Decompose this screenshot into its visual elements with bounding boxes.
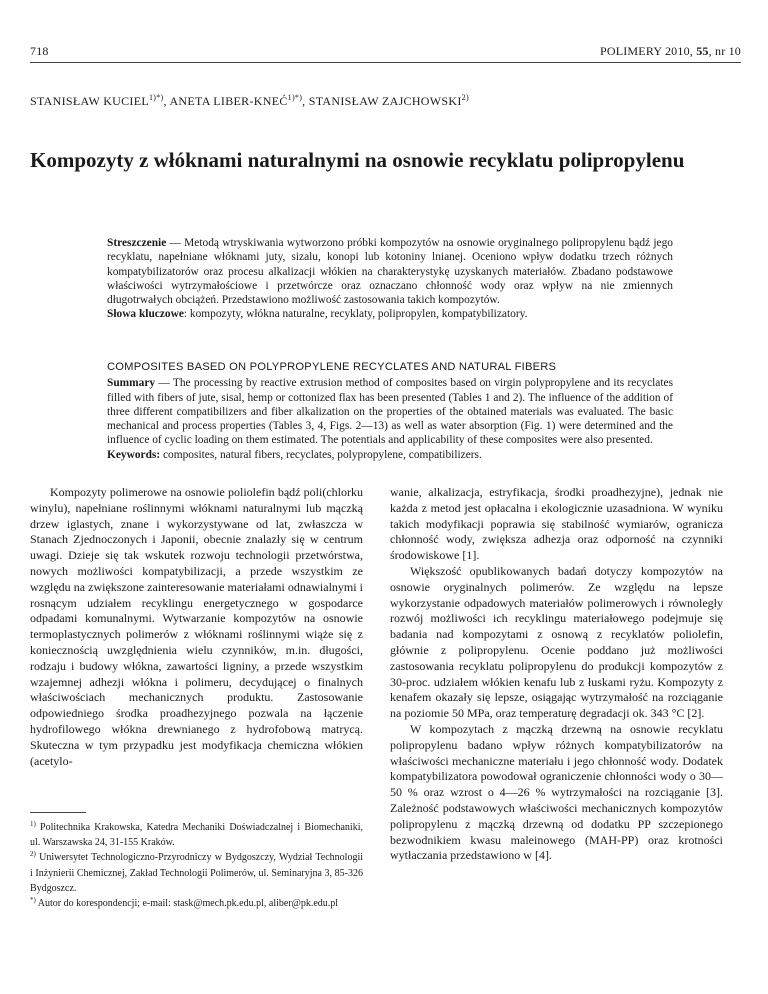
keywords-pl	[107, 307, 673, 321]
footnote-text: Autor do korespondencji; e-mail: stask@mech.pk.edu.pl, aliber@pk.edu.pl	[35, 898, 339, 910]
keywords-en	[107, 448, 673, 462]
abstract-pl-label: Streszczenie	[107, 237, 167, 249]
body-paragraph: W kompozytach z mączką drzewną na osnowie recyklatu polipropylenu badano wpływ różnych kompatybilizatorów na właściwości mechaniczne materiału i jego chłonność wody. Dodatek kompatybilizatora powodował ograniczenie chłonności wody o 30—50 % oraz wzrost o 4—26 % wytrzymałości na rozciąganie [3]. Zależność podstawowych właściwości mechanicznych kompozytów polipropylenu z mączką drzewną od dodatku PP szczepionego bezwodnikiem kwasu maleinowego (MAH-PP) oraz krotności wytłaczania przedstawiono w [4].	[390, 721, 723, 863]
footnote-mark: 2)	[30, 850, 36, 859]
body-column-right	[390, 485, 723, 864]
author-name: ANETA LIBER-KNEĆ	[169, 94, 288, 108]
keywords-en-text: composites, natural fibers, recyclates, polypropylene, compatibilizers.	[160, 448, 482, 461]
footnote-divider	[30, 812, 86, 813]
abstract-en-text: — The processing by reactive extrusion method of composites based on virgin polypropylene and its recyclates filled with fibers of jute, sisal, hemp or cottonized flax has been presented (Tables 1 and 2). The influence of the addition of three different compatibilizers and fiber alkalization on the properties of the obtained materials was evaluated. The basic mechanical and process properties (Tables 3, 4, Figs. 2—13) as well as water absorption (Fig. 1) were determined and the influence of cyclic loading on them estimated. The potentials and applicability of these composites were also presented.	[107, 377, 673, 447]
body-column-left	[30, 485, 363, 769]
journal-reference	[600, 44, 741, 59]
abstract-polish	[107, 236, 673, 322]
journal-name: POLIMERY 2010,	[599, 44, 697, 58]
author-name: STANISŁAW ZAJCHOWSKI	[308, 94, 462, 108]
footnote-affiliation-2	[30, 850, 363, 896]
body-paragraph: wanie, alkalizacja, estryfikacja, środki proadhezyjne), jednak nie każda z metod jest opłacalna i ekologicznie uzasadniona. W wyniku takich modyfikacji poprawia się stabilność wymiarów, ogranicza chłonność wody, zwiększa adhezja oraz odporność na czynniki środowiskowe [1].	[390, 485, 723, 563]
journal-issue: , nr 10	[708, 44, 741, 58]
author-name: STANISŁAW KUCIEL	[30, 94, 149, 108]
footnote-mark: 1)	[30, 820, 36, 828]
footnotes	[30, 820, 363, 911]
footnote-correspondence	[30, 896, 363, 911]
abstract-en-label: Summary	[107, 377, 156, 390]
author-separator: ,	[163, 94, 170, 108]
header-divider	[30, 62, 741, 63]
affiliation-mark: 1)*)	[287, 93, 303, 102]
page-number: 718	[30, 44, 49, 58]
body-paragraph: Kompozyty polimerowe na osnowie poliolefin bądź poli(chlorku winylu), napełniane roślinnymi włóknami naturalnymi lub mączką drzew iglastych, znane i wykorzystywane od lat, zwłaszcza w Stanach Zjednoczonych i Japonii, obecnie znalazły się w centrum uwagi. Dzieje się tak wskutek rozwoju technologii przetwórstwa, nowych możliwości kompatybilizacji, a przede wszystkim ze względu na zwiększone zainteresowanie materiałami odnawialnymi i rosnącym udziałem recyklingu energetycznego w gospodarce odpadami komunalnymi. Wytwarzanie kompozytów na osnowie termoplastycznych polimerów z włóknami roślinnymi wiąże się z koniecznością uwzględnienia wielu czynników, m.in. długości, rodzaju i budowy włókna, zawartości ligniny, a przede wszystkim wzajemnej adhezji włókna i polimeru, decydującej o finalnych właściwościach mechanicznych produktu. Zastosowanie odpowiedniego środka proadhezyjnego pozwala na łączenie hydrofilowego włókna drewnianego z hydrofobową matrycą. Skuteczna w tym przypadku jest modyfikacja chemiczna włókien (acetylo-	[30, 485, 363, 768]
article-title: Kompozyty z włóknami naturalnymi na osnowie recyklatu polipropylenu	[30, 148, 685, 172]
body-paragraph: Większość opublikowanych badań dotyczy kompozytów na osnowie oryginalnych polimerów. Ze względu na lepsze wykorzystanie odpadowych materiałów polimerowych i równoległy rozwój możliwości ich recyklingu materiałowego podejmuje się badania nad kompozytami z osnową z recyklatów poliolefin, głównie z polipropylenu. Ocenie poddano już możliwości zastosowania recyklatu polipropylenu do produkcji kompozytów z 30-proc. udziałem włókien kenafu lub z łuskami ryżu. Kompozyty z kenafem okazały się lepsze, osiągając wytrzymałość na rozciąganie na poziomie 50 MPa, oraz temperaturę degradacji ok. 343 °C [2].	[390, 563, 723, 721]
abstract-pl-body	[107, 236, 673, 307]
keywords-pl-text: : kompozyty, włókna naturalne, recyklaty, polipropylen, kompatybilizatory.	[183, 308, 528, 321]
journal-volume: 55	[696, 44, 709, 58]
abstract-english	[107, 360, 673, 462]
english-title: COMPOSITES BASED ON POLYPROPYLENE RECYCLATES AND NATURAL FIBERS	[107, 361, 557, 373]
footnote-affiliation-1	[30, 820, 363, 850]
keywords-pl-label: Słowa kluczowe	[107, 308, 184, 321]
footnote-text: Politechnika Krakowska, Katedra Mechaniki Doświadczalnej i Biomechaniki, ul. Warszawska 24, 31-155 Kraków.	[30, 822, 363, 849]
abstract-en-body	[107, 376, 673, 447]
author-list	[30, 94, 742, 109]
footnote-mark: *)	[30, 896, 36, 905]
abstract-pl-text: — Metodą wtryskiwania wytworzono próbki kompozytów na osnowie oryginalnego polipropylenu bądź jego recyklatu, napełniane włóknami juty, sizalu, konopi lub kotoniny lnianej. Oceniono wpływ dodatku trzech różnych kompatybilizatorów oraz procesu alkalizacji włókien na charakterystykę uzyskanych materiałów. Zbadano podstawowe właściwości wytrzymałościowe i przetwórcze oraz oznaczano chłonność wody oraz wpływ na nie zmiennych długotrwałych obciążeń. Przedstawiono możliwość zastosowania takich kompozytów.	[107, 237, 673, 307]
affiliation-mark: 2)	[461, 93, 469, 102]
keywords-en-label: Keywords:	[107, 448, 161, 461]
footnote-text: Uniwersytet Technologiczno-Przyrodniczy w Bydgoszczy, Wydział Technologii i Inżynierii Chemicznej, Zakład Technologii Polimerów, ul. Seminaryjna 3, 85-326 Bydgoszcz.	[30, 852, 363, 894]
affiliation-mark: 1)*)	[148, 93, 164, 102]
author-separator: ,	[302, 94, 309, 108]
